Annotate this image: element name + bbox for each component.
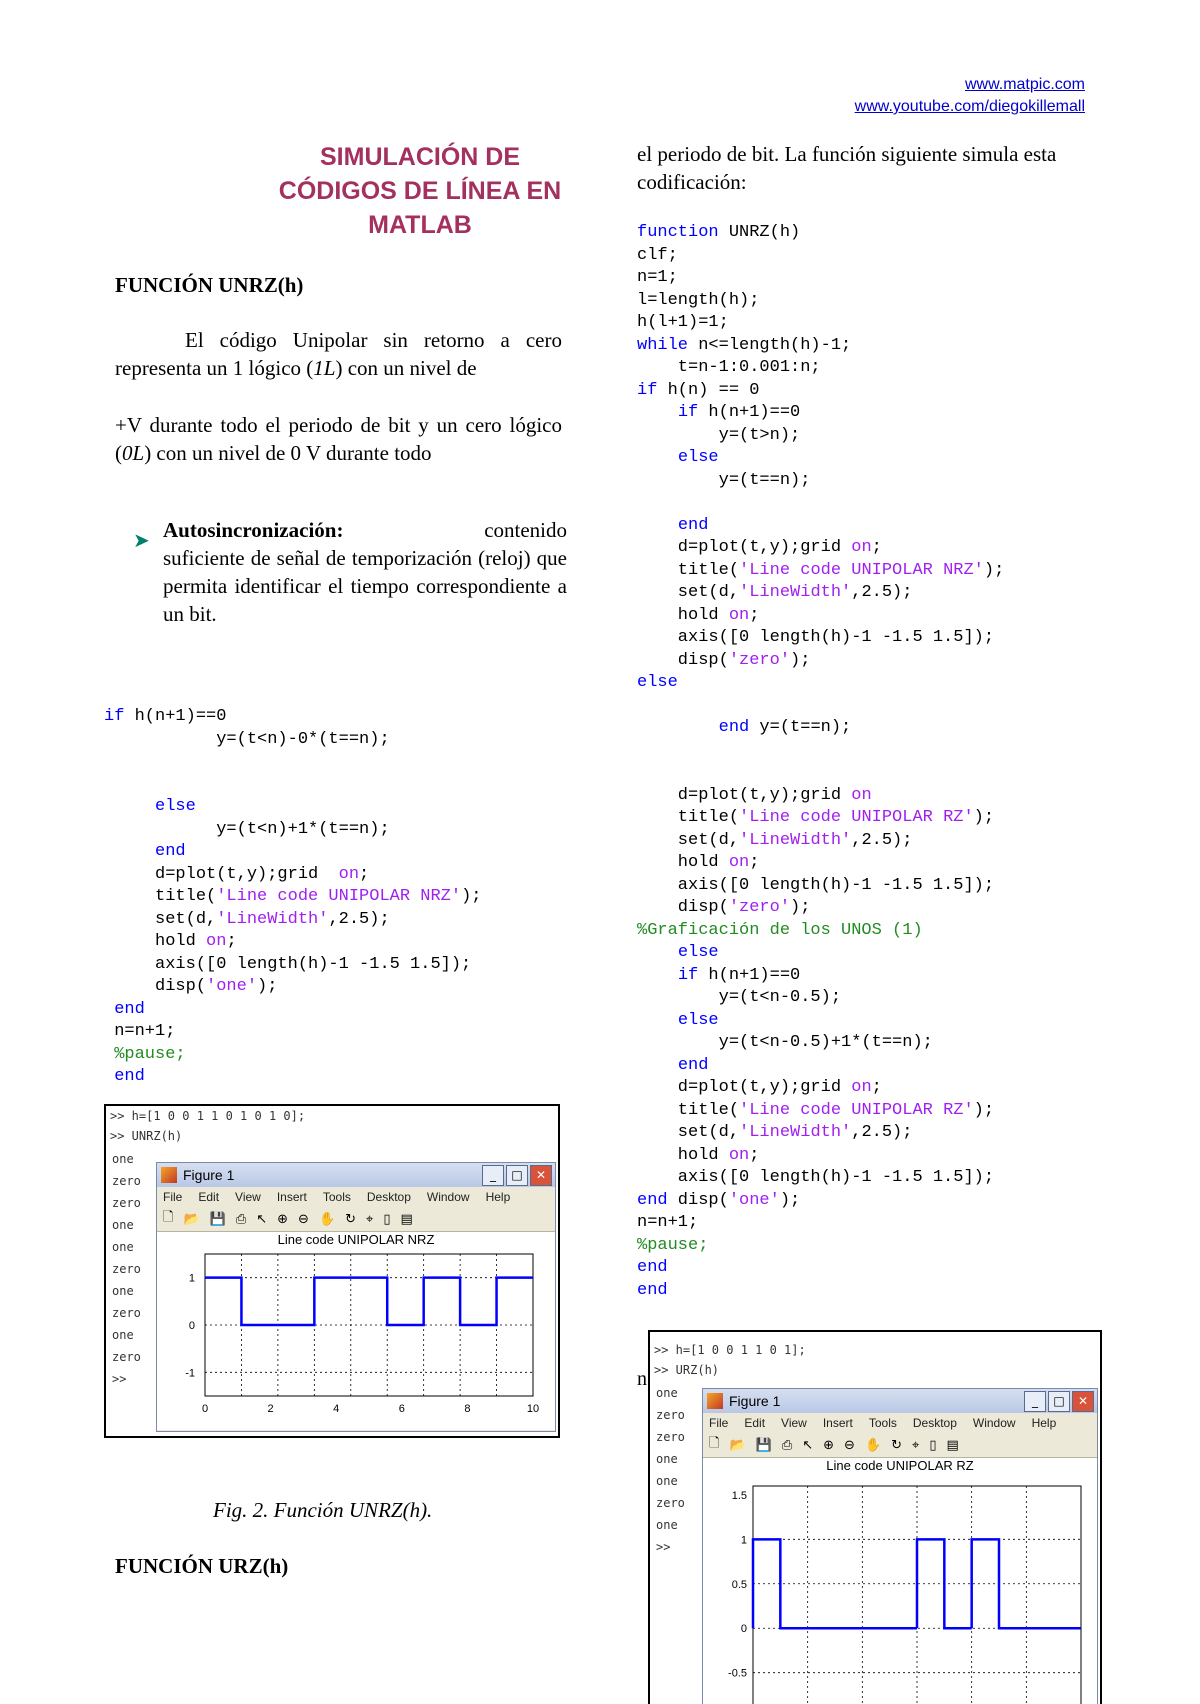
bullet-bold-text: Autosincronización: xyxy=(163,518,344,542)
arrow-bullet-icon: ➤ xyxy=(133,530,150,552)
figure-urz-screenshot xyxy=(648,1330,1102,1704)
y-tick-label: -0.5 xyxy=(728,1667,747,1680)
rotate-icon[interactable]: ↻ xyxy=(345,1211,357,1227)
cmd-output-line: >> xyxy=(656,1540,671,1554)
title-line-3: MATLAB xyxy=(368,211,472,239)
cmd-output-line: >> xyxy=(112,1372,127,1386)
open-folder-icon[interactable]: 📂 xyxy=(183,1211,200,1227)
y-tick-label: 1 xyxy=(740,1534,747,1547)
cmd-output-list xyxy=(106,1148,156,1390)
heading-unrz: FUNCIÓN UNRZ(h) xyxy=(115,273,304,297)
pointer-icon[interactable]: ↖ xyxy=(802,1437,814,1453)
heading-urz: FUNCIÓN URZ(h) xyxy=(115,1554,289,1578)
x-tick-label: 8 xyxy=(464,1403,471,1415)
menu-item-edit[interactable]: Edit xyxy=(744,1416,766,1430)
y-tick-label: 1.5 xyxy=(731,1489,747,1502)
colorbar-icon[interactable]: ▯ xyxy=(383,1211,391,1227)
para-text-a: El código Unipolar sin retorno a cero representa un 1 lógico ( xyxy=(115,328,562,380)
zoom-out-icon[interactable]: ⊖ xyxy=(844,1437,855,1453)
cmd-output-line: zero xyxy=(112,1196,141,1210)
print-icon[interactable]: ⎙ xyxy=(235,1211,247,1227)
cmd-output-line: one xyxy=(112,1218,134,1232)
code-block-right: function UNRZ(h) clf; n=1; l=length(h); h(l+1)=1; while n<=length(h)-1; t=n-1:0.001:n; if h(n) == 0 if h(n+1)==0 y=(t>n); else y=(t==n); end d=plot(t,y);grid on; title('Line code UNIPOLAR NRZ'); set(d,'LineWidth',2.5); hold on; axis([0 length(h)-1 -1.5 1.5]); disp('zero'); else end y=(t==n); d=plot(t,y);grid on title('Line code UNIPOLAR RZ'); set(d,'LineWidth',2.5); hold on; axis([0 length(h)-1 -1.5 1.5]); disp('zero'); %Graficación de los UNOS (1) else if h(n+1)==0 y=(t<n-0.5); else y=(t<n-0.5)+1*(t==n); end d=plot(t,y);grid on; title('Line code UNIPOLAR RZ'); set(d,'LineWidth',2.5); hold on; axis([0 length(h)-1 -1.5 1.5]); end disp('one'); n=n+1; %pause; end end xyxy=(637,223,1005,1300)
figure2-title: Figure 1 xyxy=(729,1393,781,1409)
x-tick-label: 0 xyxy=(201,1403,209,1415)
figure2-titlebar xyxy=(703,1389,1097,1413)
minimize-icon[interactable]: _ xyxy=(482,1165,504,1186)
menu-item-file[interactable]: File xyxy=(709,1416,729,1430)
new-file-icon[interactable]: 🗋 xyxy=(709,1436,720,1451)
close-icon[interactable]: ✕ xyxy=(530,1165,552,1186)
pan-icon[interactable]: ✋ xyxy=(318,1211,336,1227)
open-folder-icon[interactable]: 📂 xyxy=(729,1437,746,1453)
stray-n-text: n xyxy=(637,1368,647,1390)
menu-item-window[interactable]: Window xyxy=(426,1190,470,1204)
cmd-output-line: zero xyxy=(656,1496,685,1510)
legend-icon[interactable]: ▤ xyxy=(400,1211,413,1227)
menu-item-help[interactable]: Help xyxy=(485,1190,511,1204)
document-title xyxy=(240,140,600,242)
figure-menubar xyxy=(157,1187,555,1207)
data-cursor-icon[interactable]: ⌖ xyxy=(912,1437,920,1453)
matpic-link[interactable]: www.matpic.com xyxy=(964,76,1085,93)
figure-unrz-screenshot xyxy=(104,1104,560,1438)
bullet-first-line xyxy=(163,516,567,544)
cmd-line-1: >> h=[1 0 0 1 1 0 1 0 1 0]; xyxy=(110,1109,306,1123)
menu-item-tools[interactable]: Tools xyxy=(322,1190,351,1204)
pan-icon[interactable]: ✋ xyxy=(864,1437,882,1453)
cmd-output-line: one xyxy=(656,1474,678,1488)
x-tick-label: 10 xyxy=(526,1403,540,1415)
cmd-output-line: zero xyxy=(112,1350,141,1364)
para-text-b: ) con un nivel de xyxy=(335,356,477,380)
right-intro-paragraph: el periodo de bit. La función siguiente simula esta codificación: xyxy=(637,142,1057,194)
zoom-in-icon[interactable]: ⊕ xyxy=(277,1211,289,1227)
menu-item-file[interactable]: File xyxy=(163,1190,183,1204)
x-tick-label: 6 xyxy=(398,1403,405,1415)
para-text-c: +V durante todo el periodo de bit y un cero lógico ( xyxy=(115,413,562,465)
cmd-output-line: zero xyxy=(656,1408,685,1422)
menu-item-view[interactable]: View xyxy=(235,1190,261,1204)
cmd-output-line: one xyxy=(112,1152,134,1166)
code-block-left: if h(n+1)==0 y=(t<n)-0*(t==n); else y=(t<n)+1*(t==n); end d=plot(t,y);grid on; title('Line code UNIPOLAR NRZ'); set(d,'LineWidth',2.5); hold on; axis([0 length(h)-1 -1.5 1.5]); disp('one'); end n=n+1; %pause; end xyxy=(104,707,482,1086)
unrz-plot xyxy=(157,1250,553,1430)
plot-title: Line code UNIPOLAR NRZ xyxy=(277,1232,435,1247)
cmd-output-line: one xyxy=(112,1240,134,1254)
y-tick-label: 0.5 xyxy=(731,1578,747,1591)
y-tick-label: 0 xyxy=(740,1623,747,1636)
bullet-autosincronizacion xyxy=(163,516,567,628)
para-1l: 1L xyxy=(313,356,336,380)
y-tick-label: 0 xyxy=(188,1320,195,1332)
figure2-menubar xyxy=(703,1413,1097,1433)
rotate-icon[interactable]: ↻ xyxy=(891,1437,903,1453)
figure-plot-area xyxy=(157,1232,555,1430)
figure2-toolbar xyxy=(703,1433,1097,1458)
maximize-icon[interactable]: □ xyxy=(506,1165,528,1186)
menu-item-edit[interactable]: Edit xyxy=(198,1190,220,1204)
cmd-output-line: zero xyxy=(112,1174,141,1188)
figure-caption: Fig. 2. Función UNRZ(h). xyxy=(213,1498,433,1522)
x-tick-label: 4 xyxy=(333,1403,340,1415)
menu-item-insert[interactable]: Insert xyxy=(276,1190,307,1204)
menu-item-window[interactable]: Window xyxy=(972,1416,1016,1430)
cmd2-line-2: >> URZ(h) xyxy=(654,1363,720,1377)
figure-toolbar xyxy=(157,1207,555,1232)
bullet-text-1: contenido xyxy=(484,518,567,542)
bullet-text-2: suficiente de señal de temporización (reloj) que permita identificar el tiempo correspondiente a un bit. xyxy=(163,546,567,626)
figure2-plot-area xyxy=(703,1458,1097,1704)
figure-title: Figure 1 xyxy=(183,1167,235,1183)
header-links xyxy=(855,74,1085,118)
cmd-output-line: zero xyxy=(112,1262,141,1276)
unipolar-paragraph-2 xyxy=(115,411,562,467)
new-file-icon[interactable]: 🗋 xyxy=(163,1210,174,1225)
pointer-icon[interactable]: ↖ xyxy=(256,1211,268,1227)
cmd-output-line: one xyxy=(656,1452,678,1466)
cmd-output-line: one xyxy=(656,1386,678,1400)
minimize-icon[interactable]: _ xyxy=(1024,1391,1046,1412)
youtube-link[interactable]: www.youtube.com/diegokillemall xyxy=(854,98,1085,115)
cmd-line-2: >> UNRZ(h) xyxy=(110,1129,183,1143)
y-tick-label: 1 xyxy=(188,1272,195,1285)
urz-plot xyxy=(703,1476,1095,1704)
figure2-window xyxy=(702,1388,1098,1704)
para-text-d: ) con un nivel de 0 V durante todo xyxy=(144,441,432,465)
cmd-output-line: zero xyxy=(656,1430,685,1444)
para-0l: 0L xyxy=(122,441,145,465)
unipolar-paragraph xyxy=(115,326,562,382)
zoom-in-icon[interactable]: ⊕ xyxy=(823,1437,835,1453)
print-icon[interactable]: ⎙ xyxy=(781,1437,793,1453)
menu-item-desktop[interactable]: Desktop xyxy=(366,1190,411,1204)
plot2-title: Line code UNIPOLAR RZ xyxy=(826,1458,974,1473)
save-icon[interactable]: 💾 xyxy=(209,1211,226,1227)
close-icon[interactable]: ✕ xyxy=(1072,1391,1094,1412)
cmd-output-line: one xyxy=(656,1518,678,1532)
save-icon[interactable]: 💾 xyxy=(755,1437,772,1453)
cmd2-line-1: >> h=[1 0 0 1 1 0 1]; xyxy=(654,1343,806,1357)
title-line-2: CÓDIGOS DE LÍNEA EN xyxy=(278,177,562,205)
cmd-output-line: zero xyxy=(112,1306,141,1320)
colorbar-icon[interactable]: ▯ xyxy=(929,1437,937,1453)
menu-item-tools[interactable]: Tools xyxy=(868,1416,897,1430)
y-tick-label: -1 xyxy=(185,1367,195,1380)
cmd-output-line: one xyxy=(112,1284,134,1298)
zoom-out-icon[interactable]: ⊖ xyxy=(298,1211,309,1227)
figure-titlebar xyxy=(157,1163,555,1187)
figure-window xyxy=(156,1162,556,1432)
maximize-icon[interactable]: □ xyxy=(1048,1391,1070,1412)
x-tick-label: 2 xyxy=(267,1403,274,1415)
cmd-output-line: one xyxy=(112,1328,134,1342)
title-line-1: SIMULACIÓN DE xyxy=(320,143,520,171)
cmd2-output-list xyxy=(650,1382,700,1558)
menu-item-insert[interactable]: Insert xyxy=(822,1416,853,1430)
menu-item-help[interactable]: Help xyxy=(1031,1416,1057,1430)
matlab-logo-icon xyxy=(707,1393,723,1409)
menu-item-view[interactable]: View xyxy=(781,1416,807,1430)
menu-item-desktop[interactable]: Desktop xyxy=(912,1416,957,1430)
data-cursor-icon[interactable]: ⌖ xyxy=(366,1211,374,1227)
legend-icon[interactable]: ▤ xyxy=(946,1437,959,1453)
matlab-logo-icon xyxy=(161,1167,177,1183)
